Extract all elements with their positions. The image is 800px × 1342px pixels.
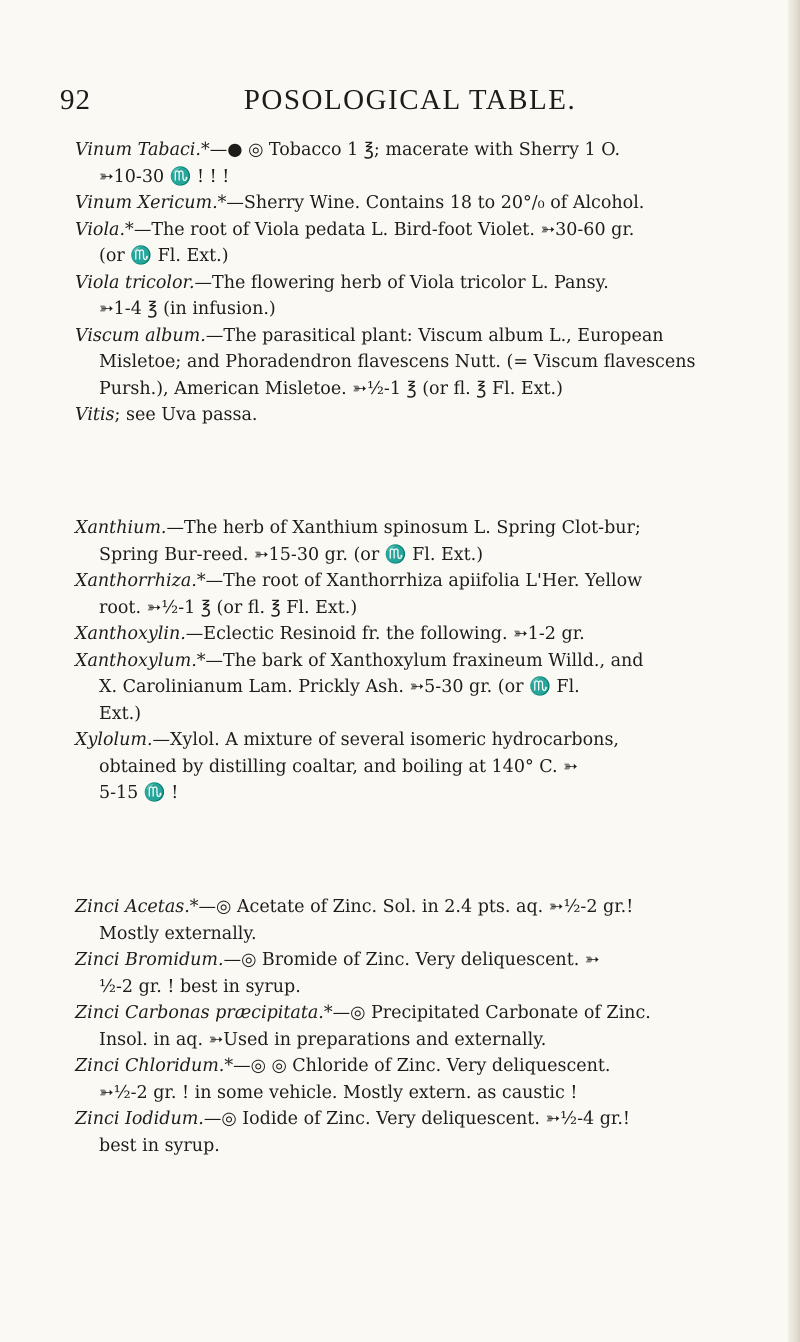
entry-text: Insol. in aq. ➳Used in preparations and externally. — [99, 1029, 547, 1050]
entry-text: ; see Uva passa. — [114, 405, 258, 425]
entry-text: —Eclectic Resinoid fr. the following. ➳1-2 gr. — [185, 624, 585, 644]
entry-first-line — [75, 270, 775, 297]
entry — [75, 568, 775, 621]
entry-first-line — [75, 621, 775, 648]
entry-first-line — [75, 190, 775, 217]
entry-name: Zinci Carbonas præcipitata.* — [75, 1003, 333, 1023]
entry-text: —Xylol. A mixture of several isomeric hydrocarbons, — [152, 730, 619, 750]
entry-text: —The root of Xanthorrhiza apiifolia L'Her. Yellow — [205, 571, 643, 591]
entry-first-line — [75, 217, 775, 244]
entry — [75, 947, 775, 1000]
entry-name: Xanthium. — [75, 518, 167, 538]
entry-text: —◎ ◎ Chloride of Zinc. Very deliquescent. — [233, 1056, 611, 1076]
entry-text: —The flowering herb of Viola tricolor L. Pansy. — [194, 272, 609, 293]
entry-continuation-line — [75, 164, 775, 191]
entry-text: ➳½-2 gr. ! in some vehicle. Mostly extern. as caustic ! — [99, 1082, 578, 1103]
entry-first-line — [75, 1053, 775, 1080]
entry-continuation-line — [75, 921, 775, 948]
entry-continuation-line — [75, 296, 775, 323]
entry-text: obtained by distilling coaltar, and boiling at 140° C. ➳ — [99, 756, 578, 777]
entry-text: X. Carolinianum Lam. Prickly Ash. ➳5-30 gr. (or ♏ Fl. — [99, 677, 580, 697]
entry-text: root. ➳½-1 ℥ (or fl. ℥ Fl. Ext.) — [99, 597, 358, 618]
entry-name: Xanthoxylum.* — [75, 650, 206, 671]
entry-name: Vinum Tabaci.* — [75, 140, 210, 160]
entry-continuation-line — [75, 243, 775, 270]
entry-text: 5-15 ♏ ! — [99, 783, 179, 803]
entry — [75, 137, 775, 190]
entry-text: best in syrup. — [99, 1135, 220, 1156]
entry-first-line — [75, 137, 775, 164]
entry-first-line — [75, 402, 775, 429]
entry-text: —The bark of Xanthoxylum fraxineum Willd., and — [205, 650, 644, 671]
entry-text: —The parasitical plant: Viscum album L., European — [205, 325, 664, 346]
entry-text: ½-2 gr. ! best in syrup. — [99, 976, 301, 997]
entry-continuation-line — [75, 349, 775, 376]
entry-first-line — [75, 727, 775, 754]
entry — [75, 402, 775, 429]
entry-text: —The root of Viola pedata L. Bird-foot Violet. ➳30-60 gr. — [133, 219, 635, 240]
entry — [75, 1106, 775, 1159]
entry — [75, 270, 775, 323]
entry — [75, 648, 775, 728]
entry-name: Viola tricolor. — [75, 272, 195, 293]
running-title: POSOLOGICAL TABLE. — [243, 84, 577, 116]
entry-continuation-line — [75, 1080, 775, 1107]
page-header — [60, 84, 760, 124]
entry-name: Xylolum. — [75, 730, 153, 750]
entry-name: Viola.* — [75, 219, 134, 240]
entry-name: Vinum Xericum.* — [75, 193, 227, 213]
entry-text: Misletoe; and Phoradendron flavescens Nutt. (= Viscum flavescens — [99, 352, 696, 372]
entry-continuation-line — [75, 754, 775, 781]
section-x — [75, 515, 775, 807]
page-edge-shadow — [788, 0, 800, 1342]
entry — [75, 727, 775, 807]
entry-continuation-line — [75, 1027, 775, 1054]
section-v — [75, 137, 775, 429]
entry-text: Mostly externally. — [99, 923, 257, 944]
entry — [75, 515, 775, 568]
page-number: 92 — [60, 84, 91, 116]
entry-continuation-line — [75, 376, 775, 403]
entry-text: ➳10-30 ♏ ! ! ! — [99, 166, 230, 187]
entry — [75, 1000, 775, 1053]
entry-name: Xanthorrhiza.* — [75, 571, 206, 591]
entry-name: Viscum album. — [75, 325, 206, 346]
entry-continuation-line — [75, 780, 775, 807]
entry-continuation-line — [75, 974, 775, 1001]
entry-name: Vitis — [75, 405, 115, 425]
entry — [75, 1053, 775, 1106]
entry-text: (or ♏ Fl. Ext.) — [99, 246, 229, 266]
entry-first-line — [75, 894, 775, 921]
entry-text: —◎ Iodide of Zinc. Very deliquescent. ➳½-4 gr.! — [203, 1109, 630, 1129]
entry — [75, 323, 775, 403]
entry-continuation-line — [75, 1133, 775, 1160]
entry-text: —◎ Precipitated Carbonate of Zinc. — [332, 1003, 651, 1023]
entry-name: Zinci Chloridum.* — [75, 1056, 234, 1076]
entry-text: Pursh.), American Misletoe. ➳½-1 ℥ (or fl. ℥ Fl. Ext.) — [99, 378, 563, 399]
entry — [75, 894, 775, 947]
entry-text: Ext.) — [99, 703, 142, 724]
entry — [75, 621, 775, 648]
entry-text: Spring Bur-reed. ➳15-30 gr. (or ♏ Fl. Ext.) — [99, 544, 484, 565]
entry-continuation-line — [75, 674, 775, 701]
entry-first-line — [75, 515, 775, 542]
entry-text: —Sherry Wine. Contains 18 to 20°/₀ of Alcohol. — [226, 193, 645, 213]
entry-first-line — [75, 568, 775, 595]
entry-text: —◎ Bromide of Zinc. Very deliquescent. ➳ — [223, 950, 600, 970]
entry-text: —● ◎ Tobacco 1 ℥; macerate with Sherry 1 O. — [209, 140, 621, 160]
entry-name: Zinci Acetas.* — [75, 897, 199, 917]
entry-name: Xanthoxylin. — [75, 624, 186, 644]
entry-first-line — [75, 1106, 775, 1133]
entry-continuation-line — [75, 595, 775, 622]
entry-first-line — [75, 648, 775, 675]
entry — [75, 190, 775, 217]
entry-first-line — [75, 323, 775, 350]
entry-continuation-line — [75, 542, 775, 569]
entry-continuation-line — [75, 701, 775, 728]
entry-first-line — [75, 1000, 775, 1027]
entry-text: —◎ Acetate of Zinc. Sol. in 2.4 pts. aq. ➳½-2 gr.! — [198, 897, 634, 917]
entry-text: ➳1-4 ℥ (in infusion.) — [99, 299, 276, 319]
entry-text: —The herb of Xanthium spinosum L. Spring Clot-bur; — [166, 518, 641, 538]
section-z — [75, 894, 775, 1159]
entry-first-line — [75, 947, 775, 974]
entry — [75, 217, 775, 270]
entry-name: Zinci Bromidum. — [75, 950, 224, 970]
entry-name: Zinci Iodidum. — [75, 1109, 204, 1129]
